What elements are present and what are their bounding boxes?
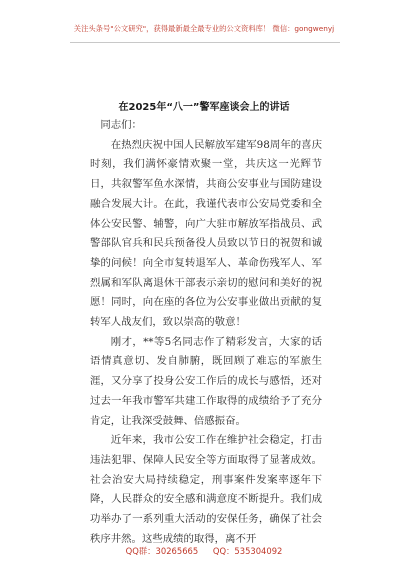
footer-contact [0, 545, 408, 557]
header-divider [70, 42, 340, 43]
salutation: 同志们： [100, 119, 142, 131]
paragraph: 在热烈庆祝中国人民解放军建军98周年的喜庆时刻，我们满怀豪情欢聚一堂，共庆这一光辉节日，共叙警军鱼水深情，共商公安事业与国防建设融合发展大计。在此，我谨代表市公安局党委和全体公安民警、辅警，向广大驻市解放军指战员、武警部队官兵和民兵预备役人员致以节日的祝贺和诚挚的问候！向全市复转退军人、革命伤残军人、军烈属和军队离退休干部表示亲切的慰问和美好的祝愿！同时，向在座的各位为公安事业做出贡献的复转军人战友们，致以崇高的敬意！ [90, 138, 322, 329]
footer-qq-group: QQ群：30265665 [125, 546, 199, 556]
document-body [90, 116, 322, 549]
document-title: 在2025年“八一”警军座谈会上的讲话 [118, 102, 290, 113]
header-promo-note: 关注头条号"公文研究"，获得最新最全最专业的公文资料库！ 微信：gongwenyj [73, 24, 335, 33]
footer-qq-number: QQ：535304092 [212, 546, 283, 556]
paragraph: 刚才，**等5名同志作了精彩发言，大家的话语情真意切、发自肺腑，既回顾了难忘的军旅生涯，又分享了投身公安工作后的成长与感悟，还对过去一年我市警军共建工作取得的成绩给予了充分肯定，让我深受鼓舞、倍感振奋。 [90, 335, 322, 427]
paragraph: 近年来，我市公安工作在维护社会稳定，打击违法犯罪、保障人民安全等方面取得了显著成效。社会治安大局持续稳定，刑事案件发案率逐年下降，人民群众的安全感和满意度不断提升。我们成功举办了一系列重大活动的安保任务，确保了社会秩序井然。这些成绩的取得，离不开 [90, 434, 322, 545]
